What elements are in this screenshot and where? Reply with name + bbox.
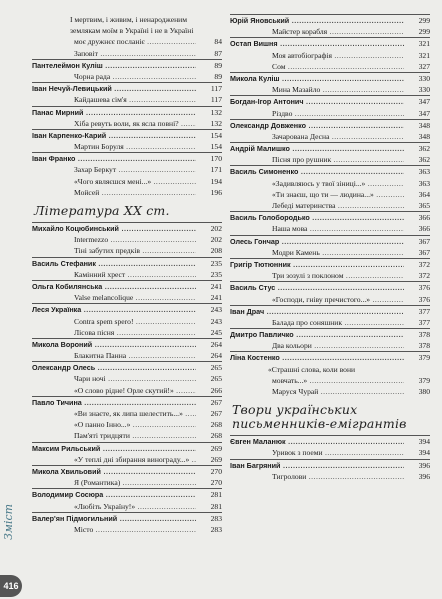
work-title: Наша мова ..... — [230, 223, 404, 234]
toc-author-entry[interactable] — [32, 257, 222, 269]
toc-work-entry[interactable] — [32, 316, 222, 327]
work-title: І мертвим, і живим, і ненародженим — [70, 15, 188, 24]
toc-work-entry[interactable] — [230, 317, 430, 328]
toc-author-entry[interactable] — [32, 396, 222, 408]
page-ref: 270 — [210, 466, 222, 476]
toc-work-entry[interactable] — [32, 187, 222, 198]
toc-author-entry[interactable] — [230, 258, 430, 270]
work-title: Тіні забутих предків ..... — [32, 245, 196, 256]
work-title: «Страшні слова, коли вони — [268, 364, 356, 374]
page-ref: 241 — [210, 293, 222, 303]
toc-work-entry[interactable] — [230, 294, 430, 305]
page-ref: 372 — [418, 271, 430, 281]
work-title: Уривок з поеми ..... — [230, 447, 404, 458]
page-ref: 132 — [210, 107, 222, 117]
work-title: «О слово рідне! Орле скутий!» ..... — [32, 385, 196, 396]
page-ref: 283 — [210, 513, 222, 523]
page-ref: 366 — [418, 213, 430, 223]
work-title: Intermezzo ..... — [32, 234, 196, 245]
author-name: Микола Куліш ..... — [230, 73, 404, 84]
toc-author-entry[interactable] — [32, 465, 222, 477]
work-title: «Ви знаєте, як липа шелестить...» ..... — [32, 408, 196, 419]
page-ref: 321 — [418, 50, 430, 60]
page-ref: 235 — [210, 269, 222, 279]
page-ref: 327 — [418, 61, 430, 71]
toc-work-entry[interactable] — [32, 408, 222, 419]
author-name: Ліна Костенко ..... — [230, 352, 404, 363]
page-ref: 269 — [210, 443, 222, 453]
work-title: Сом ..... — [230, 61, 404, 72]
toc-work-entry[interactable] — [32, 176, 222, 187]
work-title: Я (Романтика) ..... — [32, 477, 196, 488]
page-ref: 394 — [418, 448, 430, 458]
work-title: Модри Камень ..... — [230, 247, 404, 258]
author-name: Василь Стус ..... — [230, 282, 404, 293]
author-name: Михайло Коцюбинський ..... — [32, 223, 196, 234]
toc-work-entry[interactable] — [230, 50, 430, 61]
toc-author-entry[interactable] — [230, 119, 430, 131]
toc-work-entry[interactable] — [32, 524, 222, 535]
page-ref: 378 — [418, 330, 430, 340]
page-ref: 269 — [210, 454, 222, 464]
toc-work-entry[interactable] — [230, 108, 430, 119]
toc-work-entry[interactable] — [230, 178, 430, 189]
page-ref: 330 — [418, 73, 430, 83]
toc-work-entry[interactable] — [32, 430, 222, 441]
page-ref: 170 — [210, 154, 222, 164]
toc-author-entry[interactable] — [32, 488, 222, 500]
author-name: Микола Вороний ..... — [32, 339, 196, 350]
page-ref: 365 — [418, 201, 430, 210]
author-name: Юрій Яновський ..... — [230, 15, 404, 26]
author-name: Іван Драч ..... — [230, 306, 404, 317]
toc-work-entry[interactable] — [230, 84, 430, 95]
toc-work-entry[interactable] — [230, 131, 430, 142]
page-ref: 264 — [210, 351, 222, 361]
section-heading: Твори українських письменників-емігрантів — [232, 402, 407, 432]
page-ref: 241 — [210, 281, 222, 291]
toc-work-entry[interactable] — [32, 350, 222, 361]
work-title: Маруся Чурай ..... — [230, 386, 404, 397]
page-ref: 154 — [210, 130, 222, 140]
work-title: Зачарована Десна ..... — [230, 131, 404, 142]
page-ref: 396 — [418, 460, 430, 470]
page-ref: 84 — [214, 37, 222, 47]
page-ref: 243 — [210, 305, 222, 315]
page-ref: 366 — [418, 224, 430, 234]
toc-work-entry[interactable] — [32, 269, 222, 280]
page-ref: 202 — [210, 224, 222, 233]
work-title: мовчать...» ..... — [230, 375, 404, 386]
author-name: Григір Тютюнник ..... — [230, 259, 404, 270]
toc-author-entry[interactable] — [230, 235, 430, 247]
toc-author-entry[interactable] — [230, 37, 430, 49]
toc-author-entry[interactable] — [32, 303, 222, 315]
toc-work-entry[interactable] — [230, 200, 430, 211]
toc-work-entry[interactable] — [32, 48, 222, 59]
toc-work-entry[interactable] — [230, 247, 430, 258]
toc-work-entry[interactable] — [32, 14, 222, 25]
author-name: Євген Маланюк ..... — [230, 436, 404, 447]
work-title: Заповіт ..... — [32, 48, 196, 59]
page-ref: 367 — [418, 247, 430, 257]
page-ref: 117 — [210, 95, 222, 105]
toc-author-entry[interactable] — [32, 129, 222, 141]
author-name: Андрій Малишко ..... — [230, 143, 404, 154]
toc-work-entry[interactable] — [32, 71, 222, 82]
toc-work-entry[interactable] — [32, 385, 222, 396]
work-title: Камінний хрест ..... — [32, 269, 196, 280]
author-name: Василь Симоненко ..... — [230, 166, 404, 177]
toc-work-entry[interactable] — [32, 292, 222, 303]
toc-author-entry[interactable] — [230, 328, 430, 340]
page-ref: 87 — [214, 48, 222, 58]
author-name: Микола Хвильовий ..... — [32, 466, 196, 477]
toc-author-entry[interactable] — [230, 281, 430, 293]
page-ref: 363 — [418, 167, 430, 177]
work-title: землякам моїм в Україні і не в Україні — [70, 26, 194, 36]
page-ref: 376 — [418, 294, 430, 304]
page-ref: 268 — [210, 420, 222, 430]
author-name: Павло Тичина ..... — [32, 397, 196, 408]
toc-work-entry[interactable] — [230, 270, 430, 281]
page-ref: 380 — [418, 387, 430, 396]
work-title: «Задивляюсь у твої зіниці...» ..... — [230, 178, 404, 189]
toc-author-entry[interactable] — [32, 442, 222, 454]
page-ref: 378 — [418, 341, 430, 351]
work-title: «О панно Інно...» ..... — [32, 419, 196, 430]
author-name: Максим Рильський ..... — [32, 443, 196, 454]
page-ref: 347 — [418, 97, 430, 107]
toc-author-entry[interactable] — [32, 106, 222, 118]
page-ref: 243 — [210, 316, 222, 326]
toc-work-entry[interactable] — [230, 26, 430, 37]
work-title: Тигролови ..... — [230, 471, 404, 482]
page-ref: 377 — [418, 317, 430, 327]
work-title: Захар Беркут ..... — [32, 164, 196, 175]
toc-author-entry[interactable] — [230, 459, 430, 471]
page-ref: 377 — [418, 306, 430, 316]
toc-author-entry[interactable] — [230, 165, 430, 177]
toc-author-entry[interactable] — [32, 222, 222, 234]
work-title: «Любіть Україну!» ..... — [32, 501, 196, 512]
toc-work-entry[interactable] — [32, 454, 222, 465]
page-ref: 171 — [210, 165, 222, 175]
page-ref: 266 — [210, 385, 222, 395]
work-title: Мина Мазайло ..... — [230, 84, 404, 95]
page-ref: 281 — [210, 501, 222, 511]
page-ref: 396 — [418, 471, 430, 481]
author-name: Ольга Кобилянська ..... — [32, 281, 196, 292]
toc-work-entry[interactable] — [32, 477, 222, 488]
toc-author-entry[interactable] — [32, 152, 222, 164]
page-ref: 208 — [210, 246, 222, 256]
toc-author-entry[interactable] — [230, 435, 430, 447]
toc-work-entry[interactable] — [230, 223, 430, 234]
work-title: моє дружнєє посланіє ..... — [32, 36, 196, 47]
page-ref: 117 — [210, 84, 222, 94]
work-title: «Господи, гніву пречистого...» ..... — [230, 294, 404, 305]
toc-work-entry[interactable] — [230, 375, 430, 386]
page-ref: 372 — [418, 259, 430, 269]
toc-author-entry[interactable] — [32, 512, 222, 524]
author-name: Олександр Довженко ..... — [230, 120, 404, 131]
page-ref: 330 — [418, 85, 430, 95]
work-title: Місто ..... — [32, 524, 196, 535]
work-title: Пісня про рушник ..... — [230, 154, 404, 165]
work-title: Моя автобіографія ..... — [230, 50, 404, 61]
page-ref: 379 — [418, 375, 430, 385]
toc-work-entry[interactable] — [230, 364, 430, 375]
toc-right-column — [230, 14, 430, 482]
page-ref: 362 — [418, 144, 430, 154]
section-heading: Література XX ст. — [34, 203, 170, 218]
page-ref: 362 — [418, 155, 430, 165]
toc-work-entry[interactable] — [32, 327, 222, 338]
page-ref: 265 — [210, 363, 222, 373]
page-ref: 283 — [210, 524, 222, 534]
author-name: Іван Багряний ..... — [230, 460, 404, 471]
author-name: Олесь Гончар ..... — [230, 236, 404, 247]
work-title: Три зозулі з поклоном ..... — [230, 270, 404, 281]
page-ref: 89 — [214, 71, 222, 81]
page-ref: 348 — [418, 120, 430, 130]
toc-work-entry[interactable] — [32, 164, 222, 175]
page-ref: 347 — [418, 108, 430, 118]
page-ref: 299 — [418, 16, 430, 25]
author-name: Остап Вишня ..... — [230, 38, 404, 49]
toc-author-entry[interactable] — [32, 338, 222, 350]
toc-work-entry[interactable] — [32, 36, 222, 47]
work-title: Кайдашева сім'я ..... — [32, 94, 196, 105]
work-title: Майстер корабля ..... — [230, 26, 404, 37]
work-title: Пам'яті тридцяти ..... — [32, 430, 196, 441]
author-name: Пантелеймон Куліш ..... — [32, 60, 196, 71]
toc-work-entry[interactable] — [32, 25, 222, 36]
page-ref: 154 — [210, 142, 222, 152]
work-title: Мартин Боруля ..... — [32, 141, 196, 152]
author-name: Олександр Олесь ..... — [32, 362, 196, 373]
author-name: Василь Голобородько ..... — [230, 212, 404, 223]
page-ref: 363 — [418, 178, 430, 188]
page-ref: 89 — [214, 60, 222, 70]
work-title: Балада про соняшник ..... — [230, 317, 404, 328]
page-ref: 265 — [210, 374, 222, 384]
author-name: Дмитро Павличко ..... — [230, 329, 404, 340]
toc-left-column — [32, 14, 222, 535]
toc-author-entry[interactable] — [230, 95, 430, 107]
page-number: 416 — [0, 575, 22, 597]
page-ref: 394 — [418, 437, 430, 447]
work-title: «Чого являєшся мені...» ..... — [32, 176, 196, 187]
toc-work-entry[interactable] — [32, 94, 222, 105]
page-ref: 202 — [210, 235, 222, 245]
work-title: «У теплі дні збирання винограду...» ..... — [32, 454, 196, 465]
author-name: Іван Франко ..... — [32, 153, 196, 164]
toc-author-entry[interactable] — [230, 142, 430, 154]
page-ref: 264 — [210, 339, 222, 349]
page-ref: 367 — [418, 236, 430, 246]
page-ref: 268 — [210, 431, 222, 441]
toc-work-entry[interactable] — [32, 141, 222, 152]
page-ref: 245 — [210, 327, 222, 337]
author-name: Володимир Сосюра ..... — [32, 489, 196, 500]
work-title: Мойсей ..... — [32, 187, 196, 198]
page-ref: 196 — [210, 187, 222, 197]
toc-work-entry[interactable] — [230, 340, 430, 351]
author-name: Валер'ян Підмогильний ..... — [32, 513, 196, 524]
page-ref: 321 — [418, 39, 430, 49]
page-ref: 281 — [210, 490, 222, 500]
work-title: «Ти знаєш, що ти — людина...» ..... — [230, 189, 404, 200]
author-name: Іван Карпенко-Карий ..... — [32, 130, 196, 141]
toc-work-entry[interactable] — [230, 386, 430, 397]
toc-author-entry[interactable] — [230, 14, 430, 26]
page-ref: 267 — [210, 397, 222, 407]
toc-author-entry[interactable] — [230, 72, 430, 84]
work-title: Чорна рада ..... — [32, 71, 196, 82]
page-ref: 379 — [418, 353, 430, 363]
toc-work-entry[interactable] — [230, 447, 430, 458]
author-name: Леся Українка ..... — [32, 304, 196, 315]
author-name: Панас Мирний ..... — [32, 107, 196, 118]
page-ref: 132 — [210, 118, 222, 128]
page-ref: 364 — [418, 189, 430, 199]
toc-author-entry[interactable] — [32, 59, 222, 71]
toc-work-entry[interactable] — [230, 471, 430, 482]
toc-work-entry[interactable] — [32, 373, 222, 384]
toc-author-entry[interactable] — [230, 351, 430, 363]
toc-work-entry[interactable] — [32, 118, 222, 129]
page-ref: 348 — [418, 131, 430, 141]
work-title: Чари ночі ..... — [32, 373, 196, 384]
work-title: Valse melancolique ..... — [32, 292, 196, 303]
author-name: Василь Стефаник ..... — [32, 258, 196, 269]
work-title: Блакитна Панна ..... — [32, 350, 196, 361]
side-section-label: Зміст — [2, 503, 15, 540]
page-ref: 299 — [418, 27, 430, 37]
work-title: Два кольори ..... — [230, 340, 404, 351]
toc-work-entry[interactable] — [230, 189, 430, 200]
toc-work-entry[interactable] — [230, 154, 430, 165]
toc-author-entry[interactable] — [230, 211, 430, 223]
work-title: Хіба ревуть воли, як ясла повні? ..... — [32, 118, 196, 129]
page-ref: 194 — [210, 176, 222, 186]
toc-author-entry[interactable] — [32, 280, 222, 292]
work-title: Лісова пісня ..... — [32, 327, 196, 338]
toc-work-entry[interactable] — [32, 234, 222, 245]
toc-author-entry[interactable] — [32, 361, 222, 373]
toc-author-entry[interactable] — [230, 305, 430, 317]
page-ref: 267 — [210, 409, 222, 418]
page-ref: 270 — [210, 478, 222, 488]
work-title: Лебеді материнства ..... — [230, 200, 404, 211]
toc-work-entry[interactable] — [32, 245, 222, 256]
work-title: Різдво ..... — [230, 108, 404, 119]
toc-work-entry[interactable] — [230, 61, 430, 72]
author-name: Богдан-Ігор Антонич ..... — [230, 96, 404, 107]
author-name: Іван Нечуй-Левицький ..... — [32, 83, 196, 94]
toc-author-entry[interactable] — [32, 82, 222, 94]
page-ref: 235 — [210, 258, 222, 268]
toc-work-entry[interactable] — [32, 419, 222, 430]
work-title: Contra spem spero! ..... — [32, 316, 196, 327]
toc-work-entry[interactable] — [32, 501, 222, 512]
page-ref: 376 — [418, 283, 430, 293]
